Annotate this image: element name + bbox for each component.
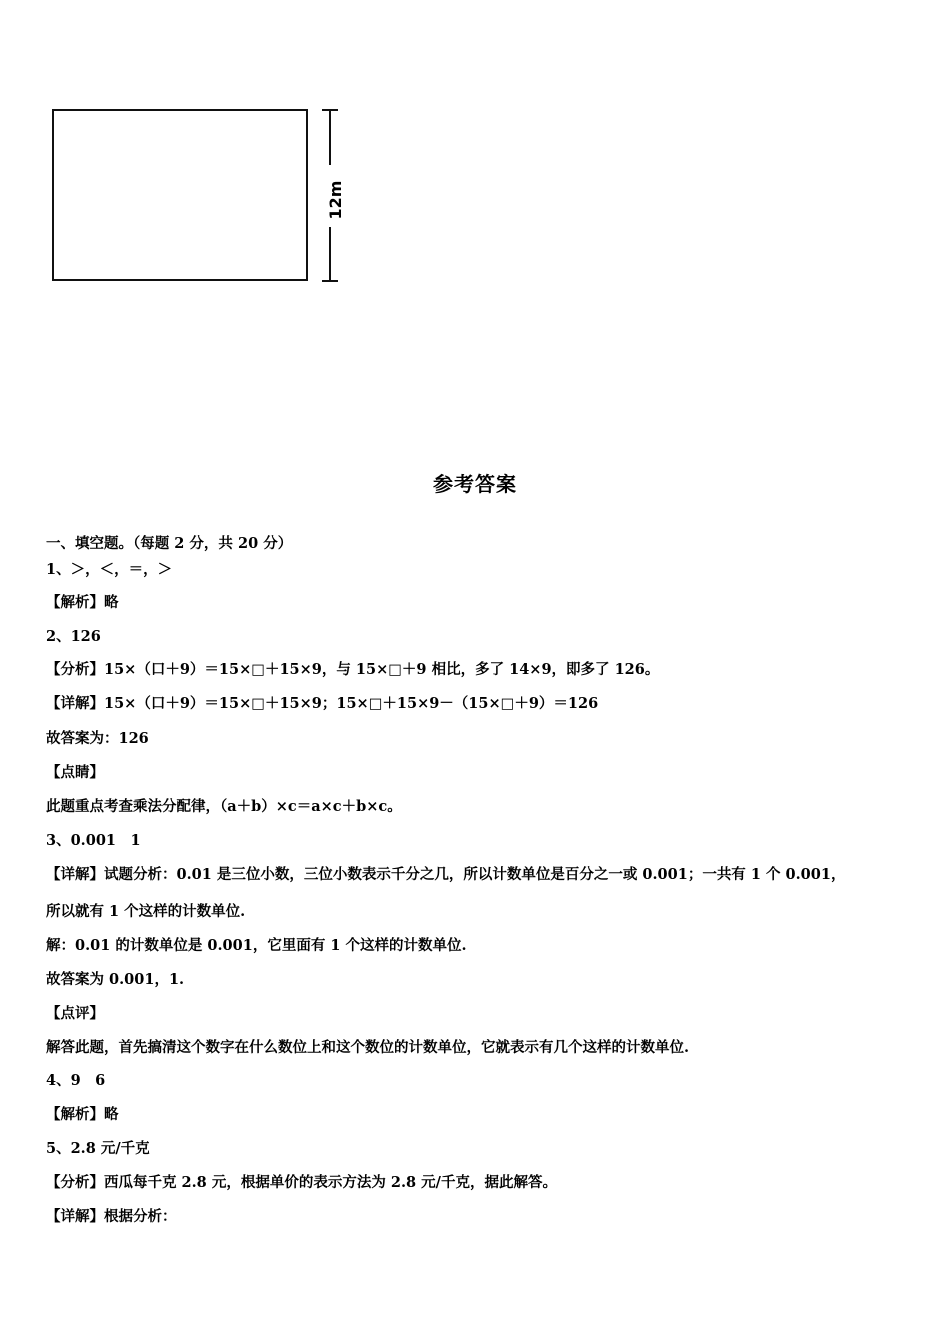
analysis-2: 【分析】15×（口＋9）＝15×□＋15×9，与 15×□＋9 相比，多了 14×9，即多了 126。 xyxy=(46,661,660,678)
analysis-5: 【分析】西瓜每千克 2.8 元，根据单价的表示方法为 2.8 元/千克，据此解答。 xyxy=(46,1174,557,1191)
analysis-1: 【解析】略 xyxy=(46,594,119,611)
section-heading: 一、填空题。（每题 2 分，共 20 分） xyxy=(46,535,293,552)
answer-5: 5、2.8 元/千克 xyxy=(46,1140,150,1157)
comment-heading-2: 【点睛】 xyxy=(46,764,104,781)
solution-3: 解：0.01 的计数单位是 0.001，它里面有 1 个这样的计数单位. xyxy=(46,937,467,954)
comment-heading-3: 【点评】 xyxy=(46,1005,104,1022)
detail-3: 【详解】试题分析：0.01 是三位小数，三位小数表示千分之几，所以计数单位是百分之一或 0.001；一共有 1 个 0.001， xyxy=(46,866,846,883)
conclusion-3: 故答案为 0.001，1. xyxy=(46,971,185,988)
dimension-label: 12m xyxy=(326,180,345,220)
detail-3-continued: 所以就有 1 个这样的计数单位. xyxy=(46,903,246,920)
dimension-line-upper xyxy=(329,109,331,165)
dimension-line-lower xyxy=(329,227,331,281)
answer-4: 4、9 6 xyxy=(46,1072,106,1089)
rectangle-shape xyxy=(52,109,308,281)
answer-1: 1、＞，＜，＝，＞ xyxy=(46,561,173,578)
dimension-tick-bottom xyxy=(322,280,338,282)
detail-5: 【详解】根据分析： xyxy=(46,1208,177,1225)
answer-2: 2、126 xyxy=(46,628,101,645)
comment-2: 此题重点考查乘法分配律，（a＋b）×c＝a×c＋b×c。 xyxy=(46,798,402,815)
detail-2: 【详解】15×（口＋9）＝15×□＋15×9；15×□＋15×9－（15×□＋9）＝126 xyxy=(46,695,599,712)
rectangle-figure xyxy=(50,105,350,290)
comment-3: 解答此题，首先搞清这个数字在什么数位上和这个数位的计数单位，它就表示有几个这样的计数单位. xyxy=(46,1039,690,1056)
conclusion-2: 故答案为：126 xyxy=(46,730,149,747)
page-title: 参考答案 xyxy=(433,472,517,496)
analysis-4: 【解析】略 xyxy=(46,1106,119,1123)
answer-3: 3、0.001 1 xyxy=(46,832,141,849)
